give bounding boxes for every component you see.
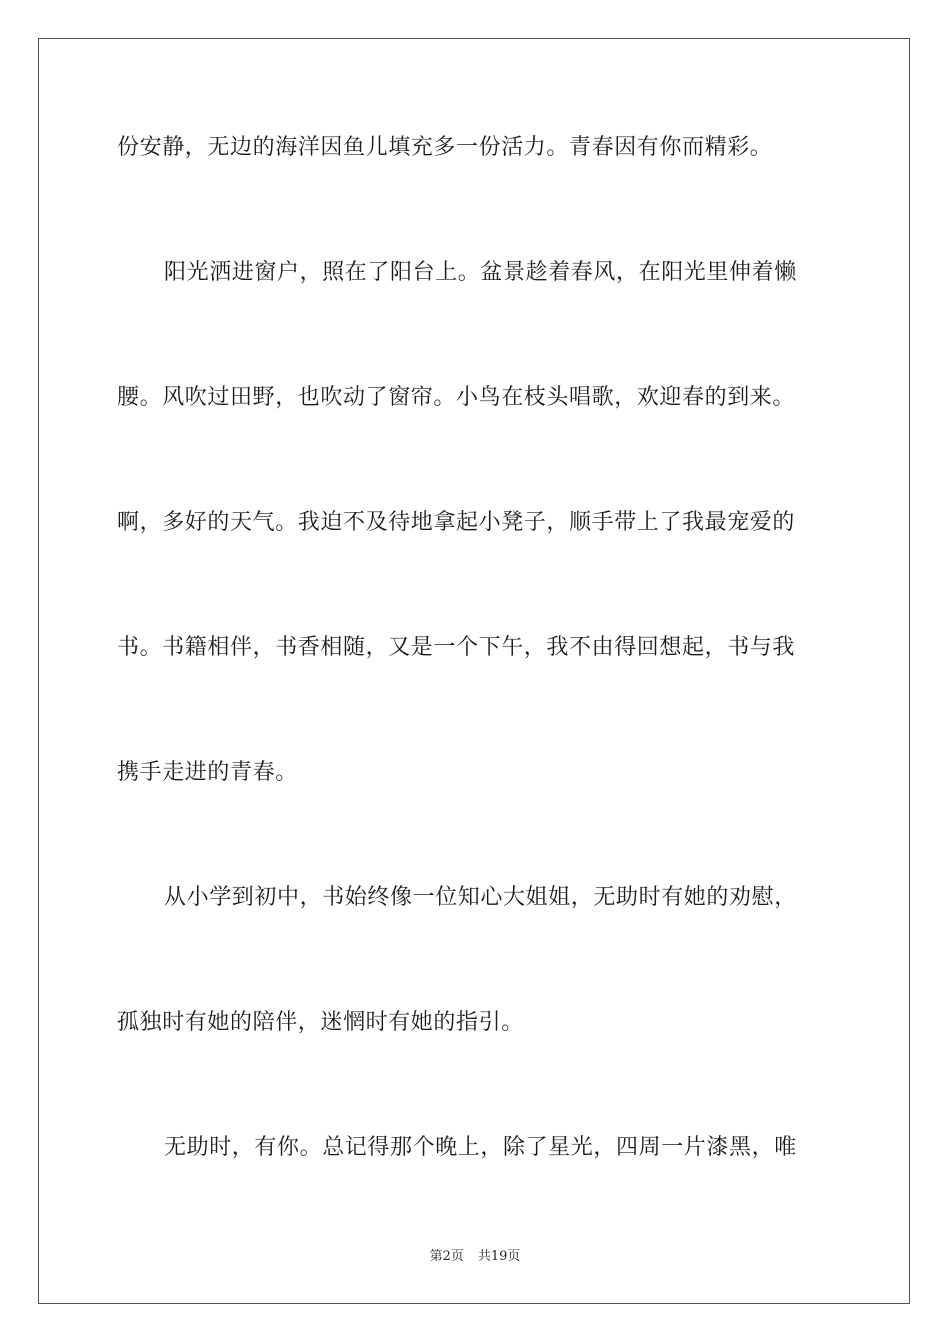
total-pages: 共19页 <box>477 1249 521 1264</box>
text-line-8: 孤独时有她的陪伴，迷惘时有她的指引。 <box>117 1010 524 1035</box>
text-line-3: 腰。风吹过田野，也吹动了窗帘。小鸟在枝头唱歌，欢迎春的到来。 <box>117 385 796 410</box>
text-line-6: 携手走进的青春。 <box>117 760 298 785</box>
text-line-2: 阳光洒进窗户，照在了阳台上。盆景趁着春风，在阳光里伸着懒 <box>164 260 797 285</box>
text-line-9: 无助时，有你。总记得那个晚上，除了星光，四周一片漆黑，唯 <box>164 1135 797 1160</box>
text-line-4: 啊，多好的天气。我迫不及待地拿起小凳子，顺手带上了我最宠爱的 <box>117 510 796 535</box>
text-line-7: 从小学到初中，书始终像一位知心大姐姐，无助时有她的劝慰， <box>164 885 797 910</box>
page-number: 第2页 <box>429 1249 464 1264</box>
text-line-5: 书。书籍相伴，书香相随，又是一个下午，我不由得回想起，书与我 <box>117 635 796 660</box>
page-border <box>38 38 910 1304</box>
page-footer <box>0 1248 950 1266</box>
text-line-1: 份安静，无边的海洋因鱼儿填充多一份活力。青春因有你而精彩。 <box>117 135 773 160</box>
